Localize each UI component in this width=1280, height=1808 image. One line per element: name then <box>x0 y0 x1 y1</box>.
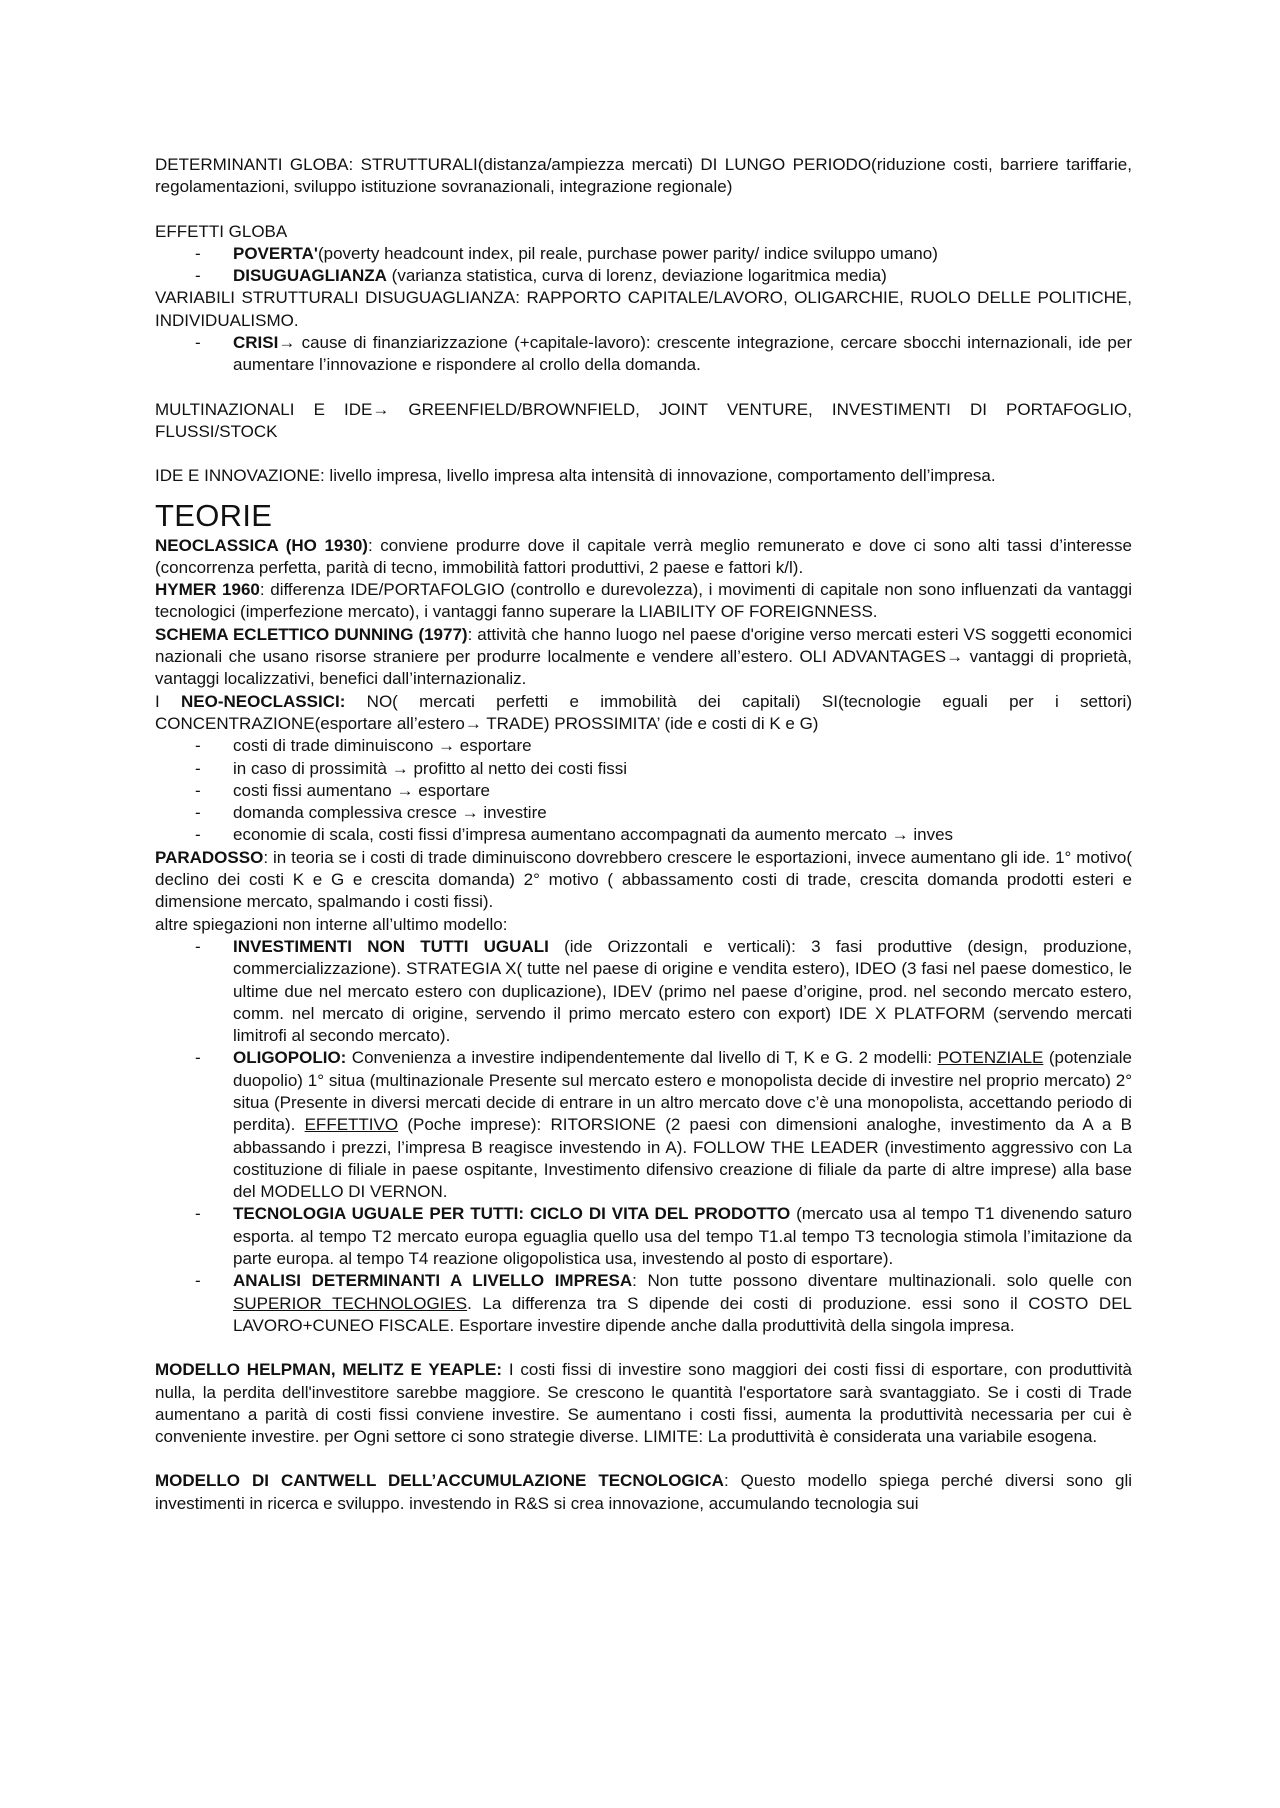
list-item-analisi: - ANALISI DETERMINANTI A LIVELLO IMPRESA: Non tutte possono diventare multinazionali. solo quelle con SUPERIOR TECHNOLOGIES. La differenza tra S dipende dei costi di produzione. essi sono il COSTO DEL LAVORO+CUNEO FISCALE. Esportare investire dipende anche dalla produttività della singola impresa. <box>155 1270 1132 1337</box>
paragraph-neo-neoclassici: I NEO-NEOCLASSICI: NO( mercati perfetti e immobilità dei capitali) SI(tecnologie eguali per i settori) CONCENTRAZIONE(esportare all’estero→ TRADE) PROSSIMITA’ (ide e costi di K e G) <box>155 691 1132 733</box>
list-item: - economie di scala, costi fissi d’impresa aumentano accompagnati da aumento mercato → inves <box>155 824 1132 846</box>
altre-spiegazioni-list <box>155 936 1132 1337</box>
paragraph-neoclassica: NEOCLASSICA (HO 1930): conviene produrre dove il capitale verrà meglio remunerato e dove ci sono alti tassi d’interesse (concorrenza perfetta, parità di tecno, immobilità fattori produttivi, 2 paese e fattori k/l). <box>155 535 1132 577</box>
paragraph-altre-spiegazioni: altre spiegazioni non interne all’ultimo modello: <box>155 914 508 934</box>
paragraph-ide-innovazione: IDE E INNOVAZIONE: livello impresa, livello impresa alta intensità di innovazione, comportamento dell’impresa. <box>155 466 996 486</box>
section-heading-teorie: TEORIE <box>155 497 273 533</box>
effetti-title: EFFETTI GLOBA <box>155 221 288 241</box>
list-item-oligopolio: - OLIGOPOLIO: Convenienza a investire indipendentemente dal livello di T, K e G. 2 modelli: POTENZIALE (potenziale duopolio) 1° situa (multinazionale Presente sul mercato estero e monopolista decide di investire nel proprio mercato) 2° situa (Presente in diversi mercati decide di entrare in un altro mercato dove c’è una monopolista, accettando periodo di perdita). EFFETTIVO (Poche imprese): RITORSIONE (2 paesi con dimensioni analoghe, investimento da A a B abbassando i prezzi, l’impresa B reagisce investendo in A). FOLLOW THE LEADER (investimento aggressivo con La costituzione di filiale in paese ospitante, Investimento difensivo creazione di filiale da parte di altre imprese) alla base del MODELLO DI VERNON. <box>155 1047 1132 1203</box>
effetti-list <box>155 243 1132 288</box>
paragraph-cantwell: MODELLO DI CANTWELL DELL’ACCUMULAZIONE TECNOLOGICA: Questo modello spiega perché diversi sono gli investimenti in ricerca e sviluppo. investendo in R&S si crea innovazione, accumulando tecnologia sui <box>155 1471 1132 1513</box>
paragraph-variabili: VARIABILI STRUTTURALI DISUGUAGLIANZA: RAPPORTO CAPITALE/LAVORO, OLIGARCHIE, RUOLO DELLE POLITICHE, INDIVIDUALISMO. <box>155 288 1132 330</box>
list-item: - costi di trade diminuiscono → esportare <box>155 735 1132 757</box>
list-item: - domanda complessiva cresce → investire <box>155 802 1132 824</box>
list-item: - POVERTA'(poverty headcount index, pil reale, purchase power parity/ indice sviluppo umano) <box>155 243 1132 265</box>
list-item-investimenti: - INVESTIMENTI NON TUTTI UGUALI (ide Orizzontali e verticali): 3 fasi produttive (design, produzione, commercializzazione). STRATEGIA X( tutte nel paese di origine e vendita estero), IDEO (3 fasi nel paese domestico, le ultime due nel mercato estero con duplicazione), IDEV (primo nel paese d’origine, prod. nel secondo mercato estero, comm. nel mercato di origine, servendo il primo mercato estero con export) IDE X PLATFORM (servendo mercati limitrofi al secondo mercato). <box>155 936 1132 1047</box>
paragraph-determinanti: DETERMINANTI GLOBA: STRUTTURALI(distanza/ampiezza mercati) DI LUNGO PERIODO(riduzione costi, barriere tariffarie, regolamentazioni, sviluppo istituzione sovranazionali, integrazione regionale) <box>155 155 1132 197</box>
paragraph-hymer: HYMER 1960: differenza IDE/PORTAFOLGIO (controllo e durevolezza), i movimenti di capitale non sono influenzati da vantaggi tecnologici (imperfezione mercato), i vantaggi fanno superare la LIABILITY OF FOREIGNNESS. <box>155 580 1133 622</box>
paragraph-paradosso: PARADOSSO: in teoria se i costi di trade diminuiscono dovrebbero crescere le esportazioni, invece aumentano gli ide. 1° motivo( declino dei costi K e G e crescita domanda) 2° motivo ( abbassamento costi di trade, crescita domanda prodotti esteri e dimensione mercato, spalmando i costi fissi). <box>155 847 1132 912</box>
list-item: - DISUGUAGLIANZA (varianza statistica, curva di lorenz, deviazione logaritmica media) <box>155 265 1132 287</box>
paragraph-multinazionali: MULTINAZIONALI E IDE→ GREENFIELD/BROWNFIELD, JOINT VENTURE, INVESTIMENTI DI PORTAFOGLIO, FLUSSI/STOCK <box>155 399 1132 441</box>
list-item: - costi fissi aumentano → esportare <box>155 780 1132 802</box>
paragraph-dunning: SCHEMA ECLETTICO DUNNING (1977): attività che hanno luogo nel paese d'origine verso mercati esteri VS soggetti economici nazionali che usano risorse straniere per produrre localmente e vendere all’estero. OLI ADVANTAGES→ vantaggi di proprietà, vantaggi localizzativi, benefici dall’internazionaliz. <box>155 624 1132 689</box>
list-item: - CRISI→ cause di finanziarizzazione (+capitale-lavoro): crescente integrazione, cercare sbocchi internazionali, ide per aumentare l’innovazione e rispondere al crollo della domanda. <box>155 332 1132 377</box>
crisi-list <box>155 332 1132 377</box>
list-item: - in caso di prossimità → profitto al netto dei costi fissi <box>155 758 1132 780</box>
paragraph-helpman: MODELLO HELPMAN, MELITZ E YEAPLE: I costi fissi di investire sono maggiori dei costi fissi di esportare, con produttività nulla, la perdita dell'investitore sarebbe maggiore. Se crescono le quantità l'esportatore sarà svantaggiato. Se i costi di Trade aumentano a parità di costi fissi conviene investire. Se aumentano i costi fissi, aumenta la produttività necessaria per cui è conveniente investire. per Ogni settore ci sono strategie diverse. LIMITE: La produttività è considerata una variabile esogena. <box>155 1360 1132 1447</box>
neo-neoclassici-list <box>155 735 1132 846</box>
list-item-tecnologia: - TECNOLOGIA UGUALE PER TUTTI: CICLO DI VITA DEL PRODOTTO (mercato usa al tempo T1 divenendo saturo esporta. al tempo T2 mercato europa eguaglia quello usa del tempo T1.al tempo T3 tecnologia stimola l’imitazione da parte europa. al tempo T4 reazione oligopolistica usa, investendo al posto di esportare). <box>155 1203 1132 1270</box>
